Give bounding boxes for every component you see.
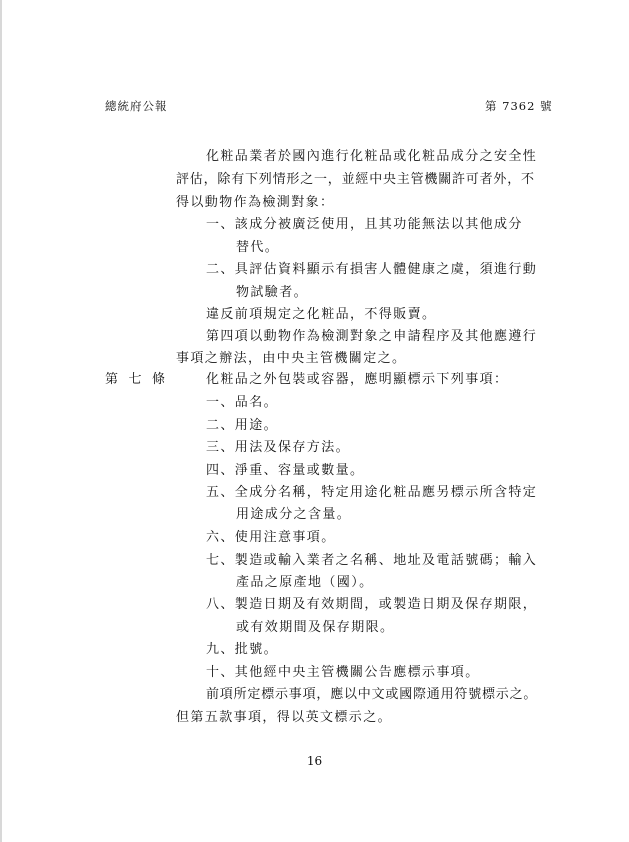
list-item-continuation: 替代。 [236,240,280,255]
list-item: 二、具評估資料顯示有損害人體健康之虞，須進行動 [206,262,538,277]
list-item: 一、該成分被廣泛使用，且其功能無法以其他成分 [206,217,523,232]
list-item: 四、淨重、容量或數量。 [206,463,365,478]
paragraph-line: 化粧品業者於國內進行化粧品或化粧品成分之安全性 [206,149,538,164]
paragraph-line: 得以動物作為檢測對象： [176,195,335,210]
paragraph-line: 違反前項規定之化粧品，不得販賣。 [206,307,437,322]
list-item-continuation: 產品之原產地（國）。 [236,575,374,590]
list-item: 六、使用注意事項。 [206,530,336,545]
list-item: 五、全成分名稱，特定用途化粧品應另標示所含特定 [206,485,538,500]
paragraph-line: 前項所定標示事項，應以中文或國際通用符號標示之。 [206,687,538,702]
gazette-title: 總統府公報 [105,99,168,113]
article-label-char: 條 [151,372,165,387]
article-label [105,372,165,388]
paragraph-line: 化粧品之外包裝或容器，應明顯標示下列事項： [206,372,509,387]
paragraph-line: 評估，除有下列情形之一，並經中央主管機關許可者外，不 [176,172,535,187]
paragraph-line: 第四項以動物作為檢測對象之申請程序及其他應遵行 [206,329,538,344]
list-item: 八、製造日期及有效期間，或製造日期及保存期限， [206,597,538,612]
issue-number: 第 7362 號 [485,99,553,113]
paragraph-line: 但第五款事項，得以英文標示之。 [176,710,393,725]
page-number: 16 [306,754,323,768]
article-label-char: 七 [128,372,142,387]
list-item: 一、品名。 [206,395,279,410]
list-item: 九、批號。 [206,642,279,657]
article-label-char: 第 [105,372,119,387]
list-item: 七、製造或輸入業者之名稱、地址及電話號碼；輸入 [206,553,538,568]
list-item-continuation: 物試驗者。 [236,285,309,300]
page-edge [0,0,2,842]
list-item: 二、用途。 [206,418,279,433]
list-item-continuation: 或有效期間及保存期限。 [236,620,395,635]
list-item: 十、其他經中央主管機關公告應標示事項。 [206,665,480,680]
list-item-continuation: 用途成分之含量。 [236,507,352,522]
list-item: 三、用法及保存方法。 [206,440,351,455]
paragraph-line: 事項之辦法，由中央主管機關定之。 [176,351,407,366]
